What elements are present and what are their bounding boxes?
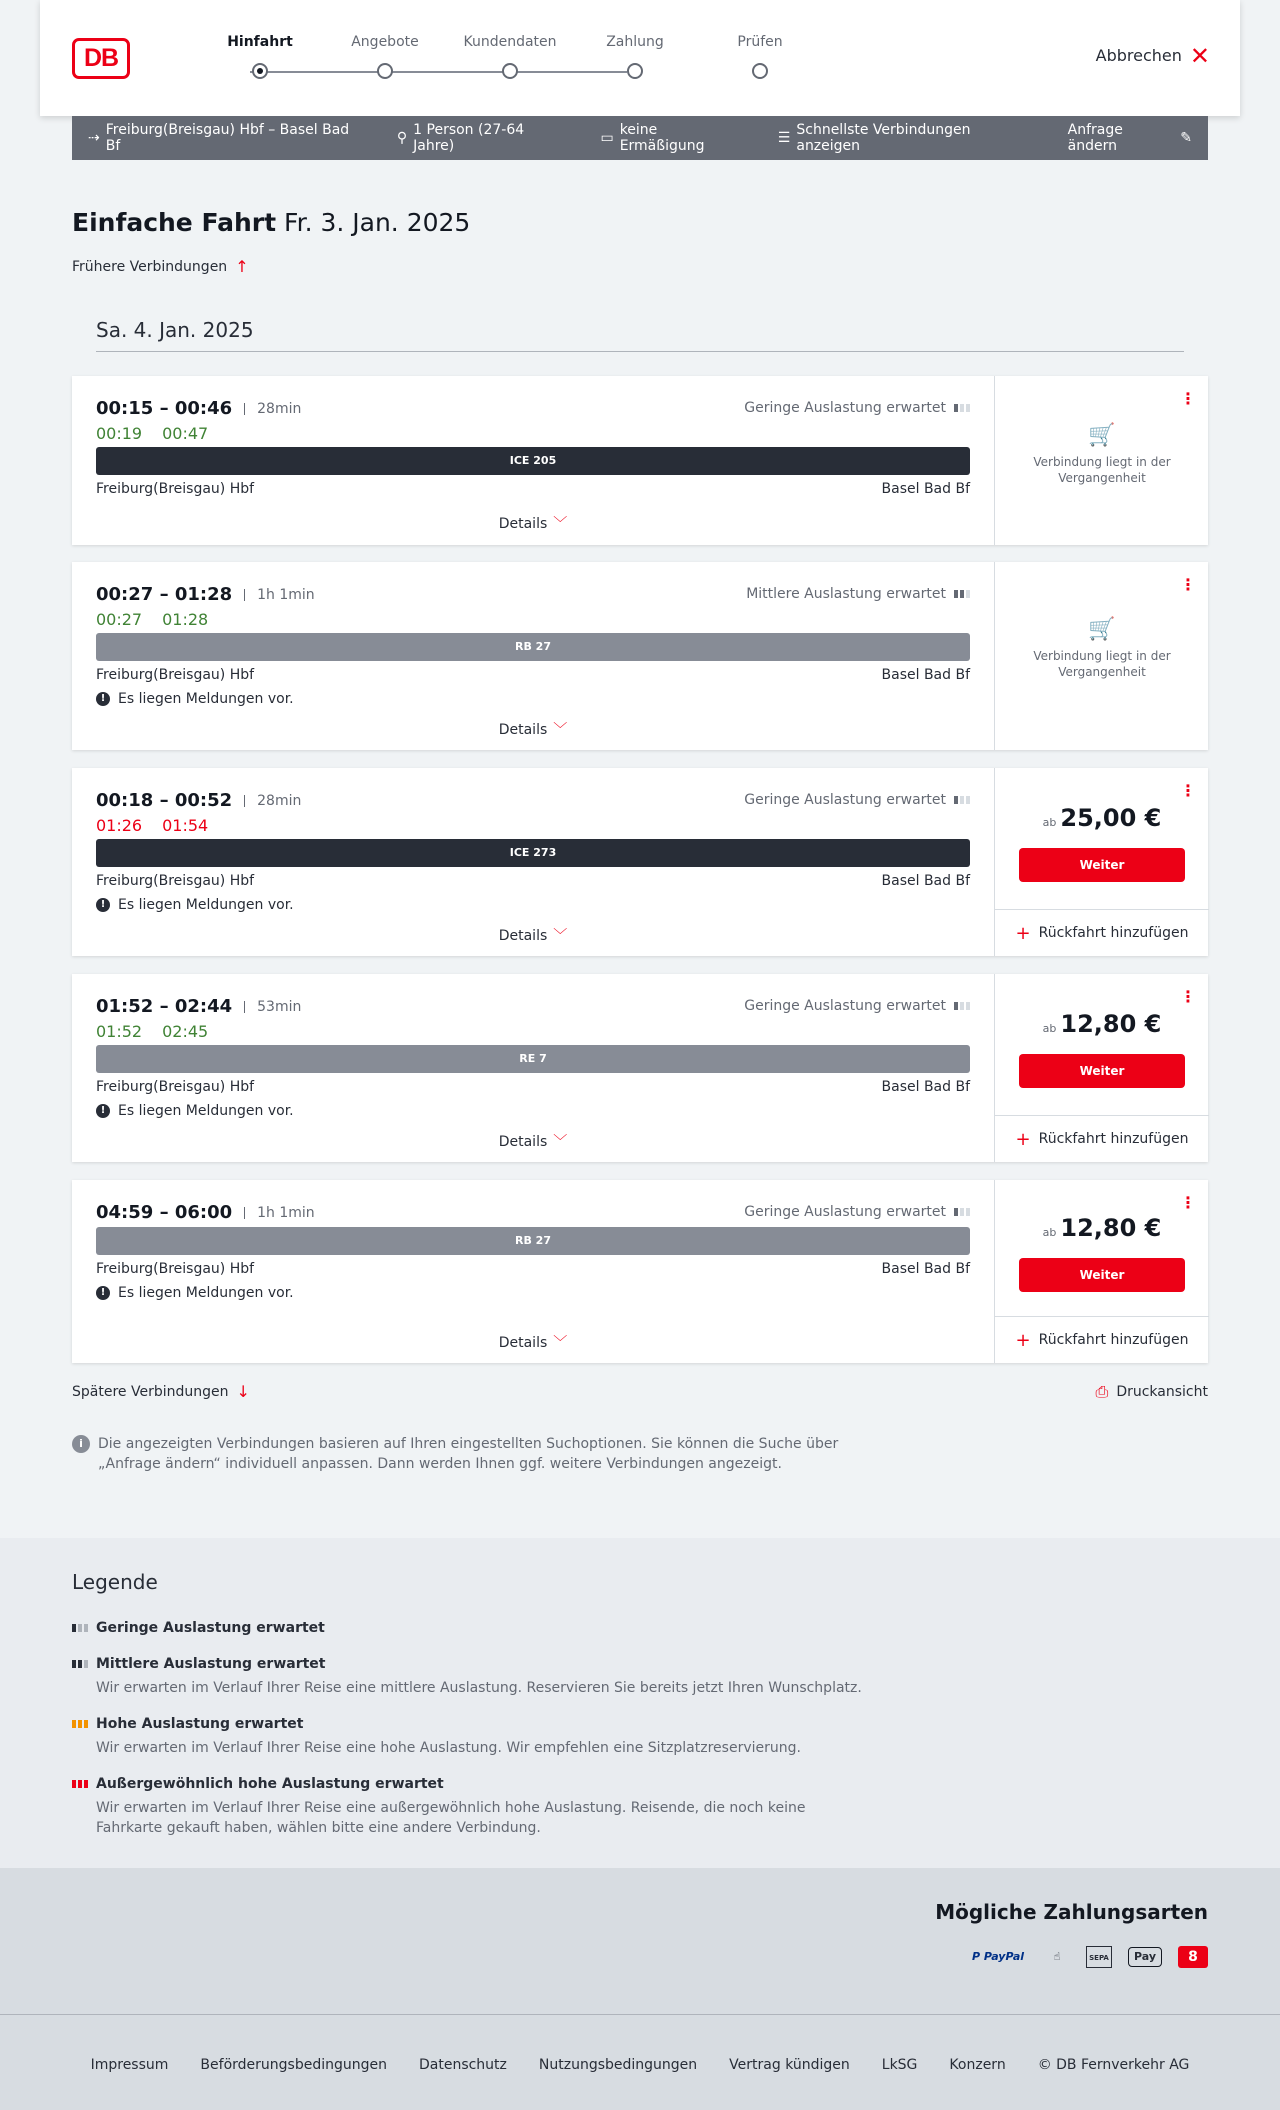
logo-text: DB <box>83 44 119 72</box>
connection-card[interactable] <box>72 562 1208 750</box>
notice-message: ! Es liegen Meldungen vor. <box>96 897 294 913</box>
step-dot <box>502 63 518 79</box>
footer <box>0 2014 1280 2110</box>
continue-button[interactable]: Weiter <box>1019 1258 1185 1292</box>
more-menu-icon[interactable]: ⋮ <box>1180 987 1196 1006</box>
stepper-line <box>250 71 627 73</box>
info-note: i Die angezeigten Verbindungen basieren auf Ihren eingestellten Suchoptionen. Sie können die Suche über „Anfrage ändern“ individuell anpassen. Dann werden Ihnen ggf. weitere Verbindungen angezeigt. <box>72 1434 852 1474</box>
legend-item-high: Hohe Auslastung erwartet Wir erwarten im Verlauf Ihrer Reise eine hohe Auslastung. Wir empfehlen eine Sitzplatzreservierung. <box>72 1716 872 1758</box>
cancel-button[interactable] <box>1095 41 1210 70</box>
train-bar[interactable]: RB 27 <box>96 633 970 661</box>
exclamation-icon: ! <box>96 898 110 912</box>
connection-times: 00:18 – 00:52 28min <box>96 790 302 811</box>
notice-message: ! Es liegen Meldungen vor. <box>96 1103 294 1119</box>
legend-section <box>0 1538 1280 1868</box>
continue-button[interactable]: Weiter <box>1019 1054 1185 1088</box>
connection-card[interactable] <box>72 1180 1208 1363</box>
close-icon: ✕ <box>1189 41 1210 70</box>
fastest-connections-toggle[interactable]: ☰ Schnellste Verbindungen anzeigen <box>777 122 971 154</box>
pencil-icon: ✎ <box>1180 130 1192 146</box>
footer-link-befoerderungsbedingungen[interactable]: Beförderungsbedingungen <box>200 2057 387 2073</box>
page-title: Einfache Fahrt Fr. 3. Jan. 2025 <box>72 208 471 237</box>
booking-stepper <box>210 34 783 84</box>
sepa-icon: SEPA <box>1086 1946 1112 1968</box>
arrow-right-icon: ⇢ <box>88 130 100 146</box>
add-return-button[interactable]: + Rückfahrt hinzufügen <box>995 1115 1209 1162</box>
more-menu-icon[interactable]: ⋮ <box>1180 575 1196 594</box>
info-icon: i <box>72 1435 90 1453</box>
exclamation-icon: ! <box>96 692 110 706</box>
realtime-times: 01:26 01:54 <box>96 816 209 835</box>
occupancy-info: Geringe Auslastung erwartet <box>744 792 970 808</box>
details-toggle[interactable]: Details ﹀ <box>498 928 568 944</box>
details-toggle[interactable]: Details ﹀ <box>498 516 568 532</box>
more-menu-icon[interactable]: ⋮ <box>1180 389 1196 408</box>
step-angebote: Angebote <box>335 34 435 54</box>
discount-summary: ▭ keine Ermäßigung <box>600 122 705 154</box>
header <box>40 0 1240 116</box>
past-connection-info: 🛒 Verbindung liegt in der Vergangenheit <box>995 622 1209 680</box>
paypal-icon: P PayPal <box>971 1950 1025 1963</box>
realtime-times: 01:52 02:45 <box>96 1022 209 1041</box>
step-dot <box>627 63 643 79</box>
occupancy-medium-icon <box>72 1660 88 1668</box>
occupancy-icon <box>954 590 970 598</box>
legend-item-medium: Mittlere Auslastung erwartet Wir erwarten im Verlauf Ihrer Reise eine mittlere Auslastung. Reservieren Sie bereits jetzt Ihren Wunschplatz. <box>72 1656 872 1698</box>
step-kundendaten: Kundendaten <box>460 34 560 54</box>
payment-methods-section <box>0 1868 1280 2014</box>
chevron-down-icon: ﹀ <box>553 722 568 738</box>
later-connections-button[interactable]: Spätere Verbindungen ↓ <box>72 1382 250 1401</box>
printer-icon: ⎙ <box>1095 1382 1109 1401</box>
edit-request-button[interactable]: Anfrage ändern ✎ <box>1067 122 1192 154</box>
occupancy-info: Geringe Auslastung erwartet <box>744 1204 970 1220</box>
occupancy-low-icon <box>72 1624 88 1632</box>
footer-link-vertrag-kuendigen[interactable]: Vertrag kündigen <box>729 2057 850 2073</box>
connection-times: 01:52 – 02:44 53min <box>96 996 302 1017</box>
occupancy-very-high-icon <box>72 1780 88 1788</box>
occupancy-icon <box>954 1208 970 1216</box>
connection-times: 04:59 – 06:00 1h 1min <box>96 1202 315 1223</box>
occupancy-info: Geringe Auslastung erwartet <box>744 400 970 416</box>
legend-item-low: Geringe Auslastung erwartet <box>72 1620 872 1636</box>
persons-summary: ⚲ 1 Person (27-64 Jahre) <box>396 122 525 154</box>
cart-unavailable-icon: 🛒 <box>1088 423 1116 448</box>
exclamation-icon: ! <box>96 1104 110 1118</box>
realtime-times: 00:19 00:47 <box>96 424 209 443</box>
details-toggle[interactable]: Details ﹀ <box>498 1134 568 1150</box>
sliders-icon: ☰ <box>777 130 791 146</box>
print-view-button[interactable]: ⎙ Druckansicht <box>1095 1382 1208 1401</box>
stations: Freiburg(Breisgau) Hbf Basel Bad Bf <box>96 1079 970 1095</box>
step-zahlung: Zahlung <box>585 34 685 54</box>
person-icon: ⚲ <box>396 130 408 146</box>
arrow-down-icon: ↓ <box>236 1382 250 1401</box>
occupancy-icon <box>954 1002 970 1010</box>
cancel-label: Abbrechen <box>1095 46 1182 65</box>
step-dot <box>752 63 768 79</box>
details-toggle[interactable]: Details ﹀ <box>498 1335 568 1351</box>
apple-pay-icon: Pay <box>1128 1947 1162 1967</box>
occupancy-high-icon <box>72 1720 88 1728</box>
train-bar[interactable]: RE 7 <box>96 1045 970 1073</box>
train-bar[interactable]: RB 27 <box>96 1227 970 1255</box>
chevron-down-icon: ﹀ <box>553 1134 568 1150</box>
step-dot <box>252 63 268 79</box>
footer-link-lksg[interactable]: LkSG <box>881 2057 918 2073</box>
connection-card[interactable] <box>72 768 1208 956</box>
stations: Freiburg(Breisgau) Hbf Basel Bad Bf <box>96 1261 970 1277</box>
chevron-down-icon: ﹀ <box>553 1335 568 1351</box>
step-pruefen: Prüfen <box>710 34 810 54</box>
plus-icon: + <box>1015 1329 1031 1351</box>
legend-item-very-high: Außergewöhnlich hohe Auslastung erwartet Wir erwarten im Verlauf Ihrer Reise eine außergewöhnlich hohe Auslastung. Reisende, die noch keine Fahrkarte gekauft haben, wählen bitte eine andere Verbindung. <box>72 1776 872 1838</box>
credit-card-icon: ☝ <box>1053 1950 1061 1963</box>
route-summary: ⇢ Freiburg(Breisgau) Hbf – Basel Bad Bf <box>88 122 350 154</box>
occupancy-info: Mittlere Auslastung erwartet <box>746 586 970 602</box>
footer-link-datenschutz[interactable]: Datenschutz <box>418 2057 507 2073</box>
price: ab 25,00 € <box>1042 804 1162 832</box>
footer-link-impressum[interactable]: Impressum <box>90 2057 169 2073</box>
step-dot <box>377 63 393 79</box>
chevron-down-icon: ﹀ <box>553 928 568 944</box>
add-return-button[interactable]: + Rückfahrt hinzufügen <box>995 1316 1209 1363</box>
train-bar[interactable]: ICE 205 <box>96 447 970 475</box>
occupancy-icon <box>954 404 970 412</box>
stations: Freiburg(Breisgau) Hbf Basel Bad Bf <box>96 481 970 497</box>
train-bar[interactable]: ICE 273 <box>96 839 970 867</box>
connection-card[interactable] <box>72 376 1208 545</box>
realtime-times: 00:27 01:28 <box>96 610 209 629</box>
continue-button[interactable]: Weiter <box>1019 848 1185 882</box>
footer-link-nutzungsbedingungen[interactable]: Nutzungsbedingungen <box>538 2057 698 2073</box>
db-logo[interactable] <box>72 38 130 79</box>
notice-message: ! Es liegen Meldungen vor. <box>96 691 294 707</box>
stations: Freiburg(Breisgau) Hbf Basel Bad Bf <box>96 667 970 683</box>
cart-unavailable-icon: 🛒 <box>1088 617 1116 642</box>
details-toggle[interactable]: Details ﹀ <box>498 722 568 738</box>
past-connection-info: 🛒 Verbindung liegt in der Vergangenheit <box>995 428 1209 486</box>
connection-times: 00:27 – 01:28 1h 1min <box>96 584 315 605</box>
occupancy-icon <box>954 796 970 804</box>
step-hinfahrt: Hinfahrt <box>210 34 310 54</box>
plus-icon: + <box>1015 922 1031 944</box>
payment-icons <box>968 1946 1208 1968</box>
footer-copyright: © DB Fernverkehr AG <box>1037 2057 1190 2073</box>
more-menu-icon[interactable]: ⋮ <box>1180 781 1196 800</box>
card-icon: ▭ <box>600 130 614 146</box>
legend-title: Legende <box>72 1570 158 1594</box>
footer-link-konzern[interactable]: Konzern <box>949 2057 1006 2073</box>
more-menu-icon[interactable]: ⋮ <box>1180 1193 1196 1212</box>
price: ab 12,80 € <box>1042 1010 1162 1038</box>
chevron-down-icon: ﹀ <box>553 516 568 532</box>
plus-icon: + <box>1015 1128 1031 1150</box>
occupancy-info: Geringe Auslastung erwartet <box>744 998 970 1014</box>
stations: Freiburg(Breisgau) Hbf Basel Bad Bf <box>96 873 970 889</box>
request-summary-bar <box>72 116 1208 160</box>
add-return-button[interactable]: + Rückfahrt hinzufügen <box>995 909 1209 956</box>
notice-message: ! Es liegen Meldungen vor. <box>96 1285 294 1301</box>
payment-title: Mögliche Zahlungsarten <box>935 1900 1208 1924</box>
arrow-up-icon: ↑ <box>235 257 249 276</box>
date-divider: Sa. 4. Jan. 2025 <box>96 318 1184 352</box>
exclamation-icon: ! <box>96 1286 110 1300</box>
connection-times: 00:15 – 00:46 28min <box>96 398 302 419</box>
earlier-connections-button[interactable]: Frühere Verbindungen ↑ <box>72 257 249 276</box>
db-payment-icon: 8 <box>1178 1946 1208 1968</box>
price: ab 12,80 € <box>1042 1214 1162 1242</box>
connection-card[interactable] <box>72 974 1208 1162</box>
